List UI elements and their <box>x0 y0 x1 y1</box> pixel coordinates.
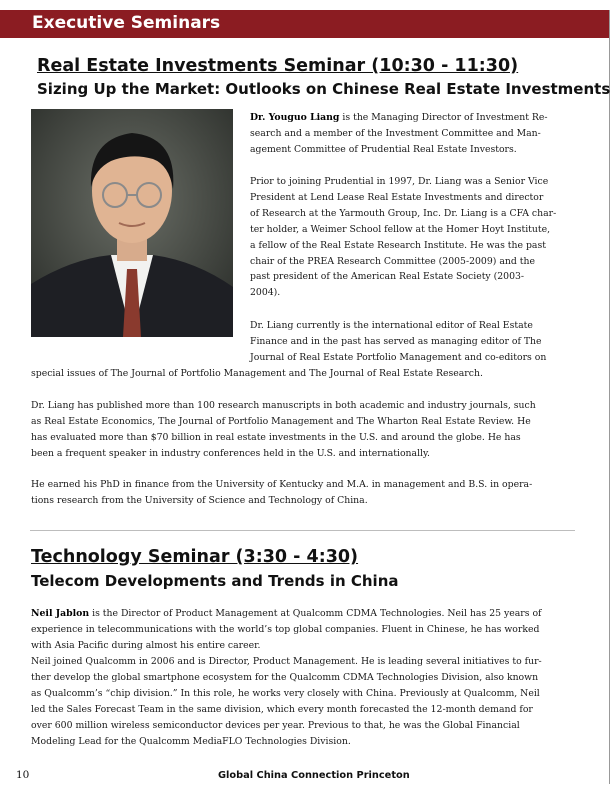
bio-line: a fellow of the Real Estate Research Institute. He was the past <box>250 239 546 251</box>
bio-line: past president of the American Real Estate Society (2003- <box>250 271 525 283</box>
seminar2-title: Technology Seminar (3:30 - 4:30) <box>31 547 359 567</box>
bio-line: Dr. Liang currently is the international editor of Real Estate <box>250 320 533 331</box>
speaker-name: Dr. Youguo Liang <box>250 112 340 123</box>
seminar1-bio-intro <box>250 110 548 158</box>
seminar2-subtitle: Telecom Developments and Trends in China <box>31 572 399 590</box>
seminar1-bio-editor <box>250 318 546 366</box>
footer-publication: Global China Connection Princeton <box>218 770 410 781</box>
bio-line: Finance and in the past has served as managing editor of The <box>250 335 542 347</box>
bio-line: led the Sales Forecast Team in the same division, which every month forecasted the 12-month demand for <box>31 703 533 715</box>
bio-line: experience in telecommunications with the world’s top global companies. Fluent in Chinese, he has worked <box>31 623 540 635</box>
bio-line: Neil joined Qualcomm in 2006 and is Director, Product Management. He is leading several initiatives to fur- <box>31 656 542 667</box>
seminar1-bio-career <box>250 174 556 301</box>
bio-line: 2004). <box>250 287 281 299</box>
bio-line: Neil Jablon is the Director of Product Management at Qualcomm CDMA Technologies. Neil has 25 years of <box>31 608 542 619</box>
bio-line: Modeling Lead for the Qualcomm MediaFLO Technologies Division. <box>31 735 351 747</box>
bio-line: He earned his PhD in finance from the University of Kentucky and M.A. in management and B.S. in opera- <box>31 479 533 490</box>
banner-title: Executive Seminars <box>32 13 221 33</box>
bio-line: tions research from the University of Science and Technology of China. <box>31 494 368 506</box>
bio-line: ter holder, a Weimer School fellow at the Homer Hoyt Institute, <box>250 223 551 235</box>
bio-line: over 600 million wireless semiconductor devices per year. Previous to that, he was the Global Financial <box>31 719 520 731</box>
seminar1-title: Real Estate Investments Seminar (10:30 - 11:30) <box>37 56 519 76</box>
bio-line: search and a member of the Investment Committee and Man- <box>250 127 541 139</box>
section-banner <box>0 10 609 38</box>
bio-line: has evaluated more than $70 billion in real estate investments in the U.S. and around the globe. He has <box>31 431 521 443</box>
bio-line: Dr. Liang has published more than 100 research manuscripts in both academic and industry journals, such <box>31 400 536 411</box>
seminar1-bio-publications <box>31 398 536 462</box>
bio-line: special issues of The Journal of Portfolio Management and The Journal of Real Estate Research. <box>31 368 483 379</box>
page-number: 10 <box>16 769 30 781</box>
section-divider <box>30 530 575 531</box>
bio-line: Dr. Youguo Liang is the Managing Director of Investment Re- <box>250 112 548 123</box>
seminar1-bio-editor-cont <box>31 366 483 382</box>
seminar1-subtitle: Sizing Up the Market: Outlooks on Chinese Real Estate Investments <box>37 80 611 98</box>
speaker-photo <box>31 109 233 337</box>
speaker-name: Neil Jablon <box>31 608 90 619</box>
bio-line: of Research at the Yarmouth Group, Inc. Dr. Liang is a CFA char- <box>250 207 557 219</box>
seminar2-bio-career <box>31 654 542 749</box>
bio-line: chair of the PREA Research Committee (2005-2009) and the <box>250 255 535 267</box>
bio-line: President at Lend Lease Real Estate Investments and director <box>250 191 544 203</box>
bio-line: with Asia Pacific during almost his entire career. <box>31 639 261 651</box>
bio-line: ther develop the global smartphone ecosystem for the Qualcomm CDMA Technologies Division, also known <box>31 671 539 683</box>
bio-line: as Qualcomm’s “chip division.” In this role, he works very closely with China. Previously at Qualcomm, Neil <box>31 687 540 699</box>
bio-line: as Real Estate Economics, The Journal of Portfolio Management and The Wharton Real Estate Review. He <box>31 415 531 427</box>
seminar1-bio-education <box>31 477 532 509</box>
speaker-portrait-image <box>31 109 233 337</box>
bio-line: been a frequent speaker in industry conferences held in the U.S. and internationally. <box>31 447 430 459</box>
bio-line: Journal of Real Estate Portfolio Management and co-editors on <box>250 351 547 363</box>
bio-line: agement Committee of Prudential Real Estate Investors. <box>250 143 517 155</box>
seminar2-bio-intro <box>31 606 542 654</box>
bio-line: Prior to joining Prudential in 1997, Dr. Liang was a Senior Vice <box>250 176 549 187</box>
